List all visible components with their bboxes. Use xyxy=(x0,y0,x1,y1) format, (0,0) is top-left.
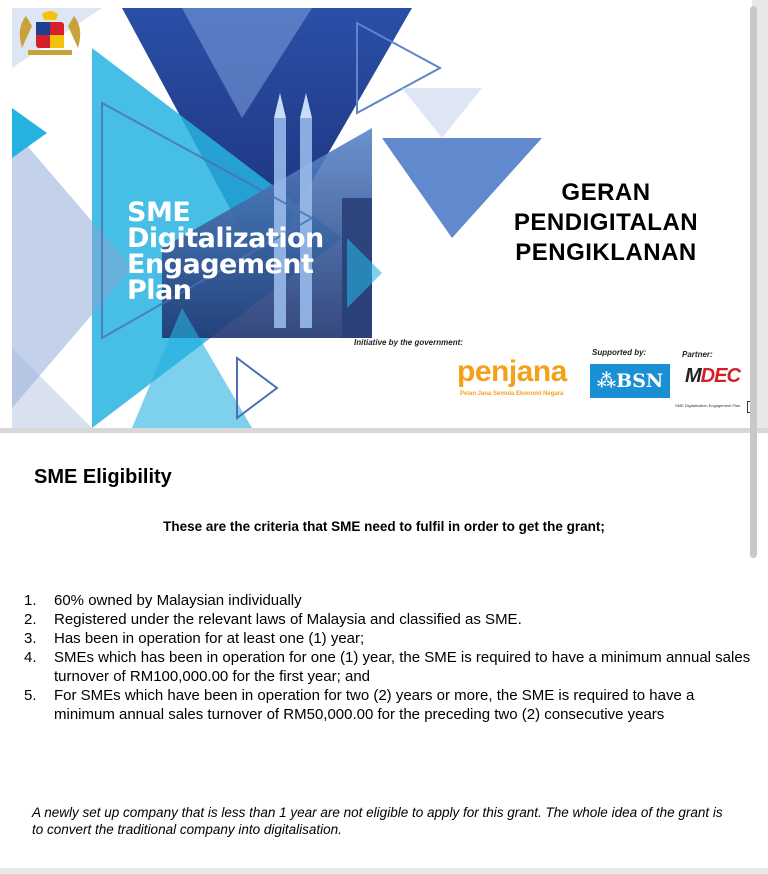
mdec-letter-m: M xyxy=(685,365,701,387)
criteria-number: 2. xyxy=(24,611,37,628)
criteria-item xyxy=(24,591,754,610)
geran-line-2: PENDIGITALAN xyxy=(513,209,699,236)
scrollbar-thumb[interactable] xyxy=(750,6,757,558)
title-line-4: Plan xyxy=(127,275,192,306)
bsn-icon: ⁂ xyxy=(596,370,617,392)
criteria-number: 4. xyxy=(24,649,37,666)
criteria-number: 1. xyxy=(24,592,37,609)
supported-label: Supported by: xyxy=(592,348,647,357)
penjana-logo: penjana xyxy=(457,355,567,388)
eligibility-heading: SME Eligibility xyxy=(34,466,172,488)
bsn-text: BSN xyxy=(616,370,664,392)
geran-line-1: GERAN xyxy=(561,179,651,206)
eligibility-page xyxy=(0,433,768,868)
banner-footer-note: SME Digitalization Engagement Plan xyxy=(675,403,741,408)
bottom-strip xyxy=(0,868,768,874)
banner-page xyxy=(0,0,752,432)
geran-line-3: PENGIKLANAN xyxy=(515,239,697,266)
eligibility-note: A newly set up company that is less than 1 year are not eligible to apply for this grant. The whole idea of the grant is to convert the traditional company into digitalisation. xyxy=(32,805,723,837)
penjana-subtitle: Pelan Jana Semula Ekonomi Negara xyxy=(460,391,564,397)
sme-digitalization-title xyxy=(127,197,324,306)
title-line-1: SME xyxy=(127,197,191,228)
malaysia-crest-icon xyxy=(12,8,88,58)
mdec-logo xyxy=(685,365,740,388)
criteria-item xyxy=(24,648,754,686)
criteria-number: 5. xyxy=(24,687,37,704)
criteria-text: Has been in operation for at least one (1) year; xyxy=(54,630,365,647)
criteria-intro: These are the criteria that SME need to fulfil in order to get the grant; xyxy=(163,519,605,534)
bsn-logo xyxy=(590,364,670,398)
criteria-number: 3. xyxy=(24,630,37,647)
sme-banner xyxy=(12,8,752,428)
mdec-letters-dec: DEC xyxy=(700,365,740,387)
criteria-list xyxy=(24,591,754,724)
initiative-label: Initiative by the government: xyxy=(354,338,463,347)
criteria-text: SMEs which has been in operation for one (1) year, the SME is required to have a minimum annual sales turnover of RM100,000.00 for the first year; and xyxy=(54,649,751,685)
title-line-3: Engagement xyxy=(127,249,314,280)
criteria-item xyxy=(24,610,754,629)
partner-label: Partner: xyxy=(682,350,713,359)
geran-title xyxy=(490,178,722,268)
criteria-text: Registered under the relevant laws of Malaysia and classified as SME. xyxy=(54,611,522,628)
criteria-text: For SMEs which have been in operation for two (2) years or more, the SME is required to have a minimum annual sales turnover of RM50,000.00 for the preceding two (2) consecutive years xyxy=(54,687,695,723)
title-line-2: Digitalization xyxy=(127,223,324,254)
criteria-item xyxy=(24,686,754,724)
criteria-text: 60% owned by Malaysian individually xyxy=(54,592,302,609)
criteria-item xyxy=(24,629,754,648)
